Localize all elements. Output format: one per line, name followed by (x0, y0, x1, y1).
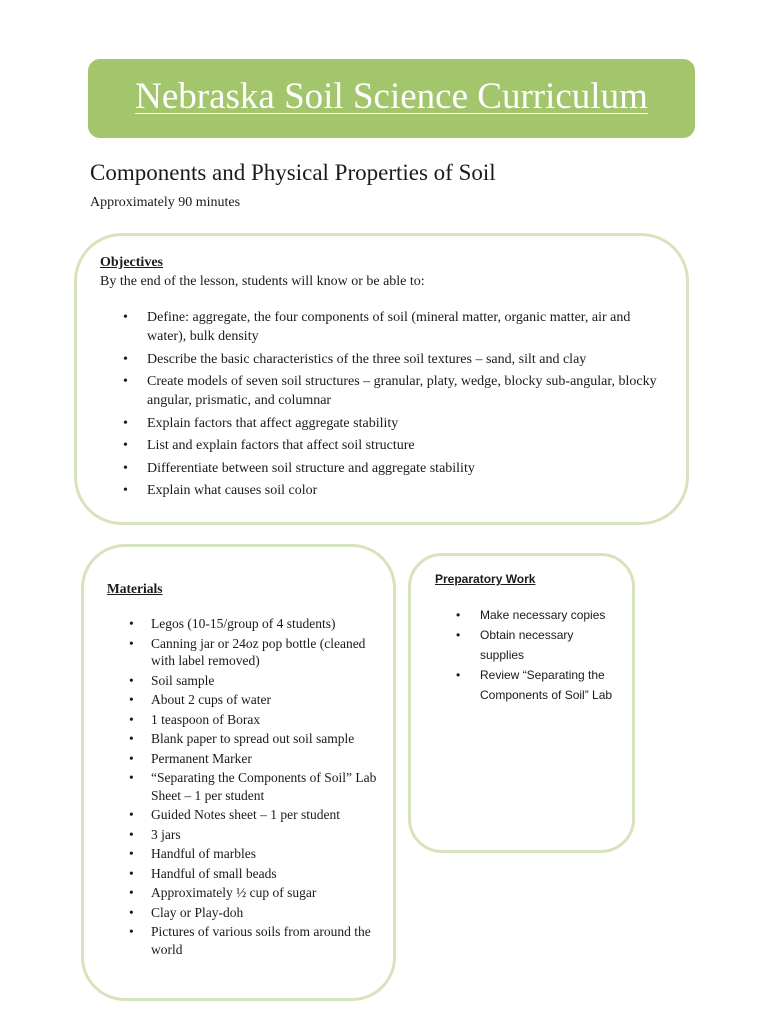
objective-item: • Explain factors that affect aggregate stability (147, 414, 667, 433)
preparatory-item: • Review “Separating the Components of Soil” Lab (480, 665, 620, 705)
materials-list (151, 615, 386, 960)
objectives-heading: Objectives (100, 255, 163, 270)
material-item: • 1 teaspoon of Borax (151, 711, 386, 729)
objectives-list (147, 308, 667, 504)
materials-panel (81, 544, 396, 1001)
lesson-duration: Approximately 90 minutes (90, 195, 241, 210)
objectives-panel (74, 233, 689, 525)
objective-item: • Describe the basic characteristics of the three soil textures – sand, silt and clay (147, 350, 667, 369)
material-item: • Approximately ½ cup of sugar (151, 884, 386, 902)
material-item: • Soil sample (151, 672, 386, 690)
objective-item: • Create models of seven soil structures – granular, platy, wedge, blocky sub-angular, blocky angular, prismatic, and columnar (147, 372, 667, 410)
objectives-intro: By the end of the lesson, students will know or be able to: (100, 274, 425, 289)
materials-heading: Materials (107, 581, 163, 596)
material-item: • Blank paper to spread out soil sample (151, 730, 386, 748)
objective-item: • Define: aggregate, the four components of soil (mineral matter, organic matter, air and water), bulk density (147, 308, 667, 346)
objective-item: • List and explain factors that affect soil structure (147, 436, 667, 455)
preparatory-list (480, 605, 620, 705)
lesson-title: Components and Physical Properties of Soil (90, 160, 496, 185)
title-banner (88, 59, 695, 138)
curriculum-title: Nebraska Soil Science Curriculum (135, 76, 648, 117)
preparatory-heading: Preparatory Work (435, 572, 536, 586)
material-item: • Canning jar or 24oz pop bottle (cleaned with label removed) (151, 635, 386, 670)
material-item: • Clay or Play-doh (151, 904, 386, 922)
material-item: • Permanent Marker (151, 750, 386, 768)
preparatory-item: • Make necessary copies (480, 605, 620, 625)
material-item: • Pictures of various soils from around the world (151, 923, 386, 958)
objective-item: • Differentiate between soil structure and aggregate stability (147, 459, 667, 478)
material-item: • Legos (10-15/group of 4 students) (151, 615, 386, 633)
material-item: • Handful of marbles (151, 845, 386, 863)
objective-item: • Explain what causes soil color (147, 481, 667, 500)
material-item: • 3 jars (151, 826, 386, 844)
material-item: • “Separating the Components of Soil” Lab Sheet – 1 per student (151, 769, 386, 804)
preparatory-item: • Obtain necessary supplies (480, 625, 620, 665)
preparatory-panel (408, 553, 635, 853)
material-item: • About 2 cups of water (151, 691, 386, 709)
material-item: • Guided Notes sheet – 1 per student (151, 806, 386, 824)
material-item: • Handful of small beads (151, 865, 386, 883)
